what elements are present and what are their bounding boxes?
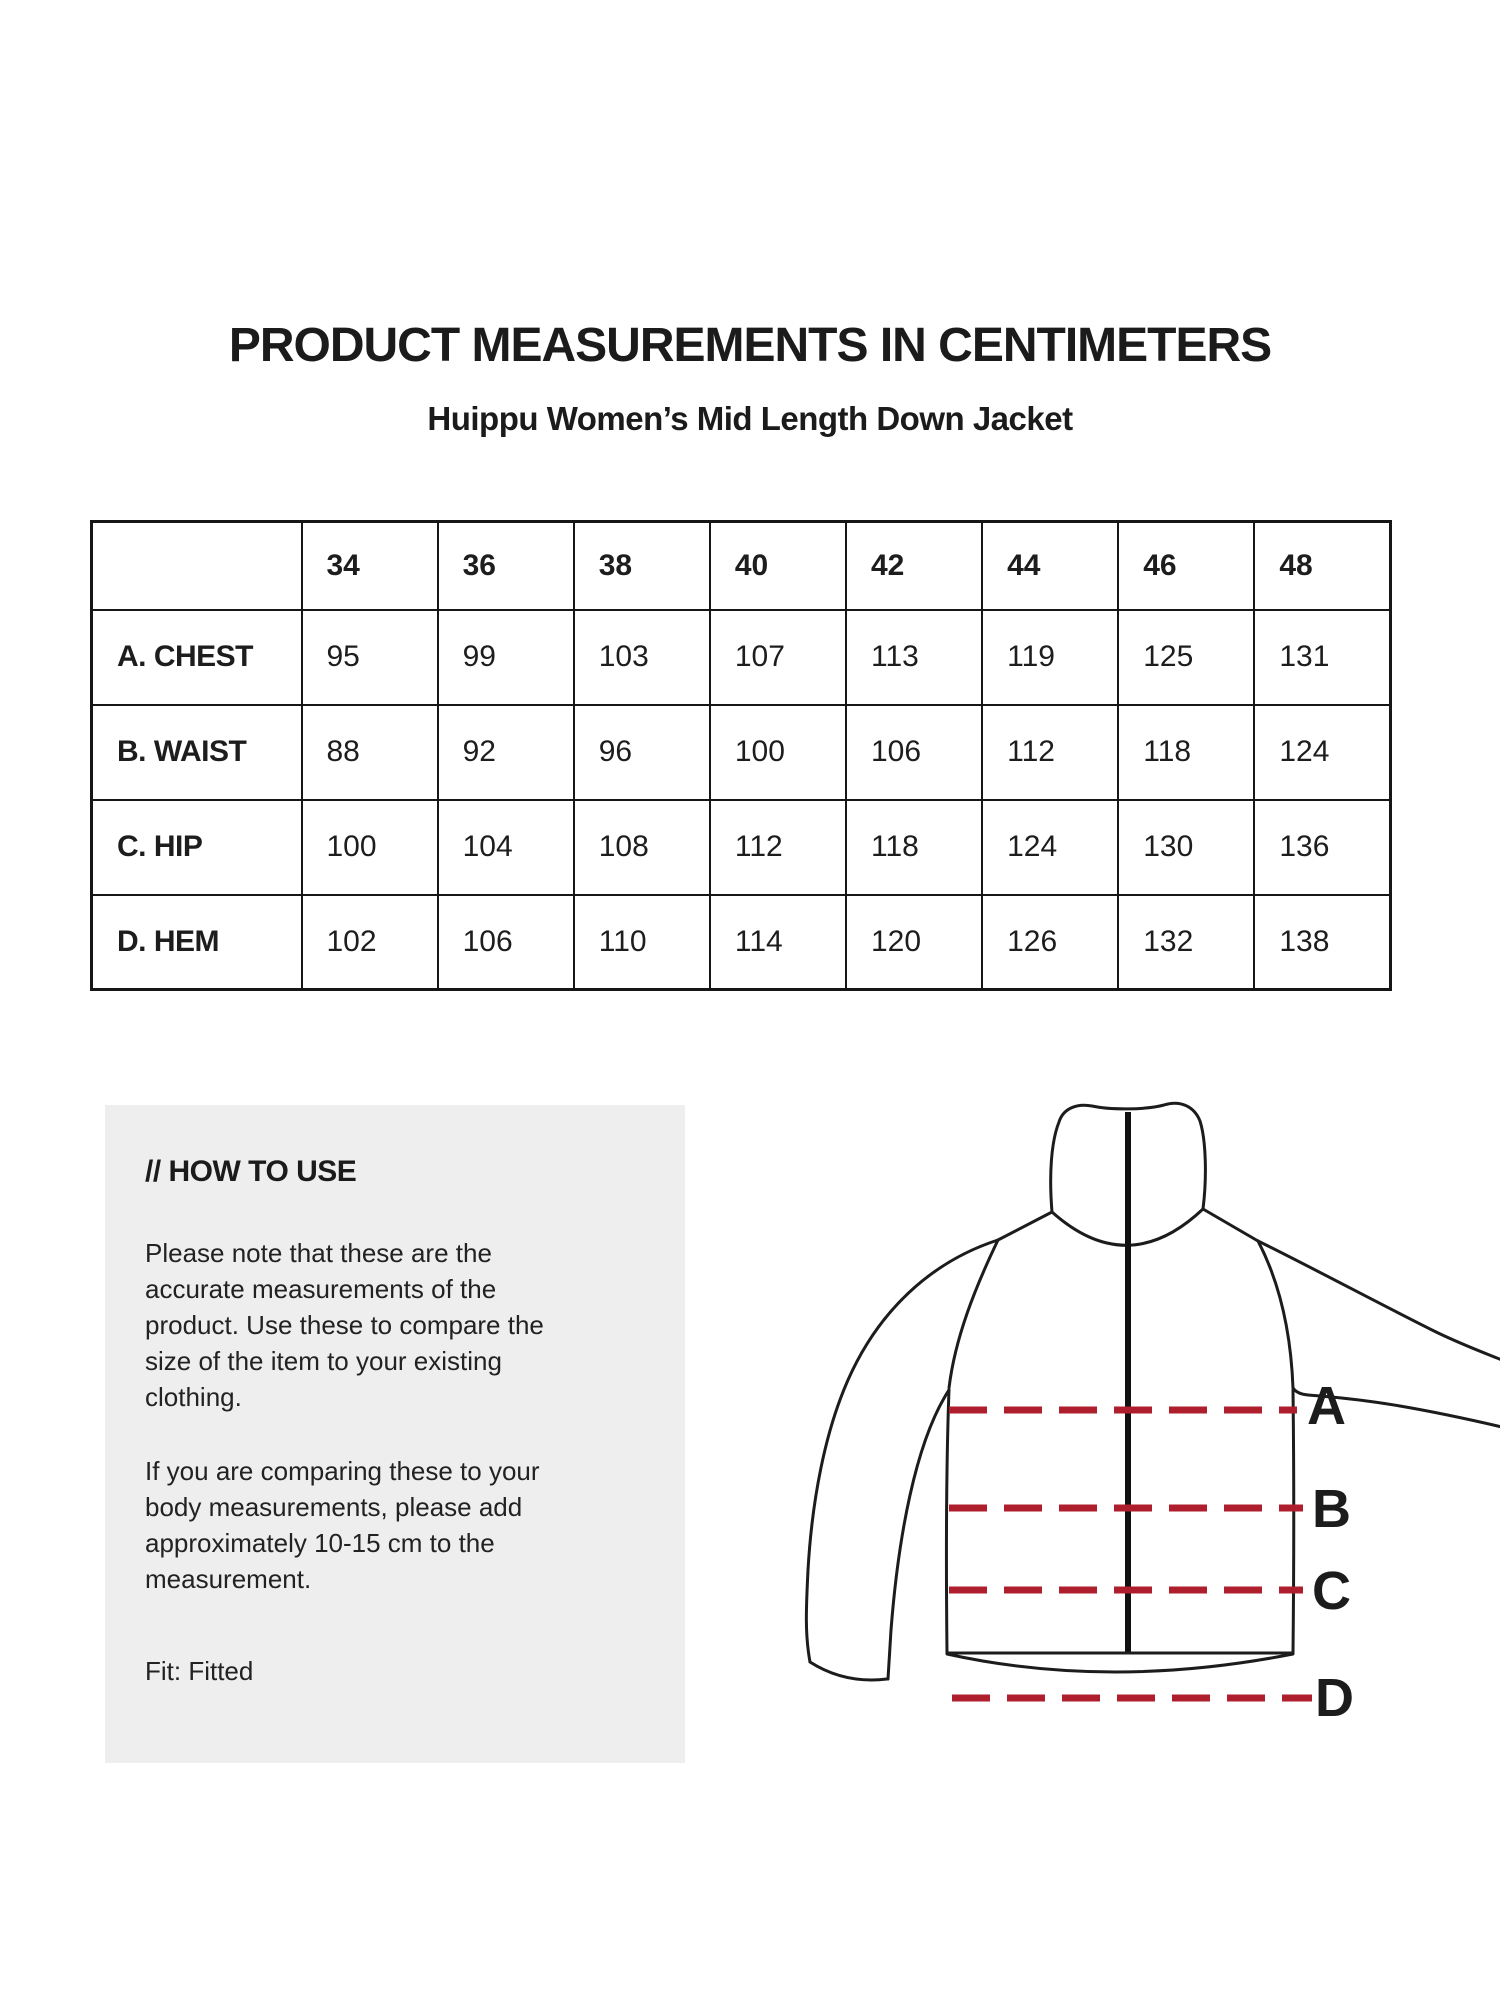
jacket-body-left-edge [946,1390,949,1653]
measurement-value: 132 [1118,895,1254,990]
measurement-value: 95 [302,610,438,705]
measurement-value: 104 [438,800,574,895]
table-row [92,705,1391,800]
measurement-value: 96 [574,705,710,800]
measurement-value: 107 [710,610,846,705]
measurement-value: 106 [438,895,574,990]
measurement-value: 88 [302,705,438,800]
measurement-value: 113 [846,610,982,705]
measurement-value: 112 [710,800,846,895]
measurement-value: 112 [982,705,1118,800]
measurement-value: 138 [1254,895,1390,990]
page-title: PRODUCT MEASUREMENTS IN CENTIMETERS [228,319,1272,372]
measurement-value: 120 [846,895,982,990]
hip-label-c: C [1312,1561,1351,1621]
measurement-value: 125 [1118,610,1254,705]
table-corner-cell [92,522,302,610]
measurement-value: 126 [982,895,1118,990]
hem-label-d: D [1315,1668,1354,1728]
jacket-left-raglan-seam [949,1240,998,1388]
measurement-value: 103 [574,610,710,705]
jacket-right-shoulder [1203,1209,1258,1241]
size-header: 40 [710,522,846,610]
measurement-value: 124 [982,800,1118,895]
jacket-measurement-diagram [600,860,1500,1900]
measurement-value: 92 [438,705,574,800]
jacket-body-right-edge [1293,1390,1294,1653]
table-header-row [92,522,1391,610]
measurement-value: 131 [1254,610,1390,705]
chest-label-a: A [1307,1376,1346,1436]
jacket-left-sleeve-cuff [810,1662,887,1680]
size-header: 46 [1118,522,1254,610]
measurement-value: 124 [1254,705,1390,800]
measurement-row-label: B. WAIST [92,705,302,800]
measurement-value: 110 [574,895,710,990]
jacket-right-raglan-seam [1258,1241,1293,1388]
measurement-value: 102 [302,895,438,990]
measurement-value: 118 [846,800,982,895]
measurement-value: 114 [710,895,846,990]
jacket-left-sleeve-inner [888,1390,949,1679]
measurement-row-label: A. CHEST [92,610,302,705]
jacket-hem-curve [947,1654,1293,1672]
size-header: 34 [302,522,438,610]
measurement-value: 119 [982,610,1118,705]
size-header: 36 [438,522,574,610]
product-name-subtitle: Huippu Women’s Mid Length Down Jacket [427,400,1073,437]
how-to-use-paragraph: Please note that these are the accurate measurements of the product. Use these to compare the size of the item to your existing clothing. [145,1238,544,1412]
measurement-value: 106 [846,705,982,800]
measurement-value: 100 [710,705,846,800]
size-header: 44 [982,522,1118,610]
jacket-left-shoulder [998,1212,1052,1240]
measurement-value: 136 [1254,800,1390,895]
measurement-value: 100 [302,800,438,895]
fit-label: Fit: Fitted [145,1656,254,1686]
measurement-value: 99 [438,610,574,705]
size-header: 38 [574,522,710,610]
how-to-use-paragraph: If you are comparing these to your body measurements, please add approximately 10-15 cm to the measurement. [145,1456,540,1594]
jacket-right-sleeve-top [1258,1241,1500,1360]
measurement-row-label: D. HEM [92,895,302,990]
how-to-use-panel [105,1105,685,1763]
measurement-row-label: C. HIP [92,800,302,895]
measurement-value: 118 [1118,705,1254,800]
size-header: 42 [846,522,982,610]
size-header: 48 [1254,522,1390,610]
measurement-value: 130 [1118,800,1254,895]
waist-label-b: B [1312,1479,1351,1539]
how-to-use-heading: // HOW TO USE [145,1155,357,1188]
measurement-value: 108 [574,800,710,895]
table-row [92,610,1391,705]
